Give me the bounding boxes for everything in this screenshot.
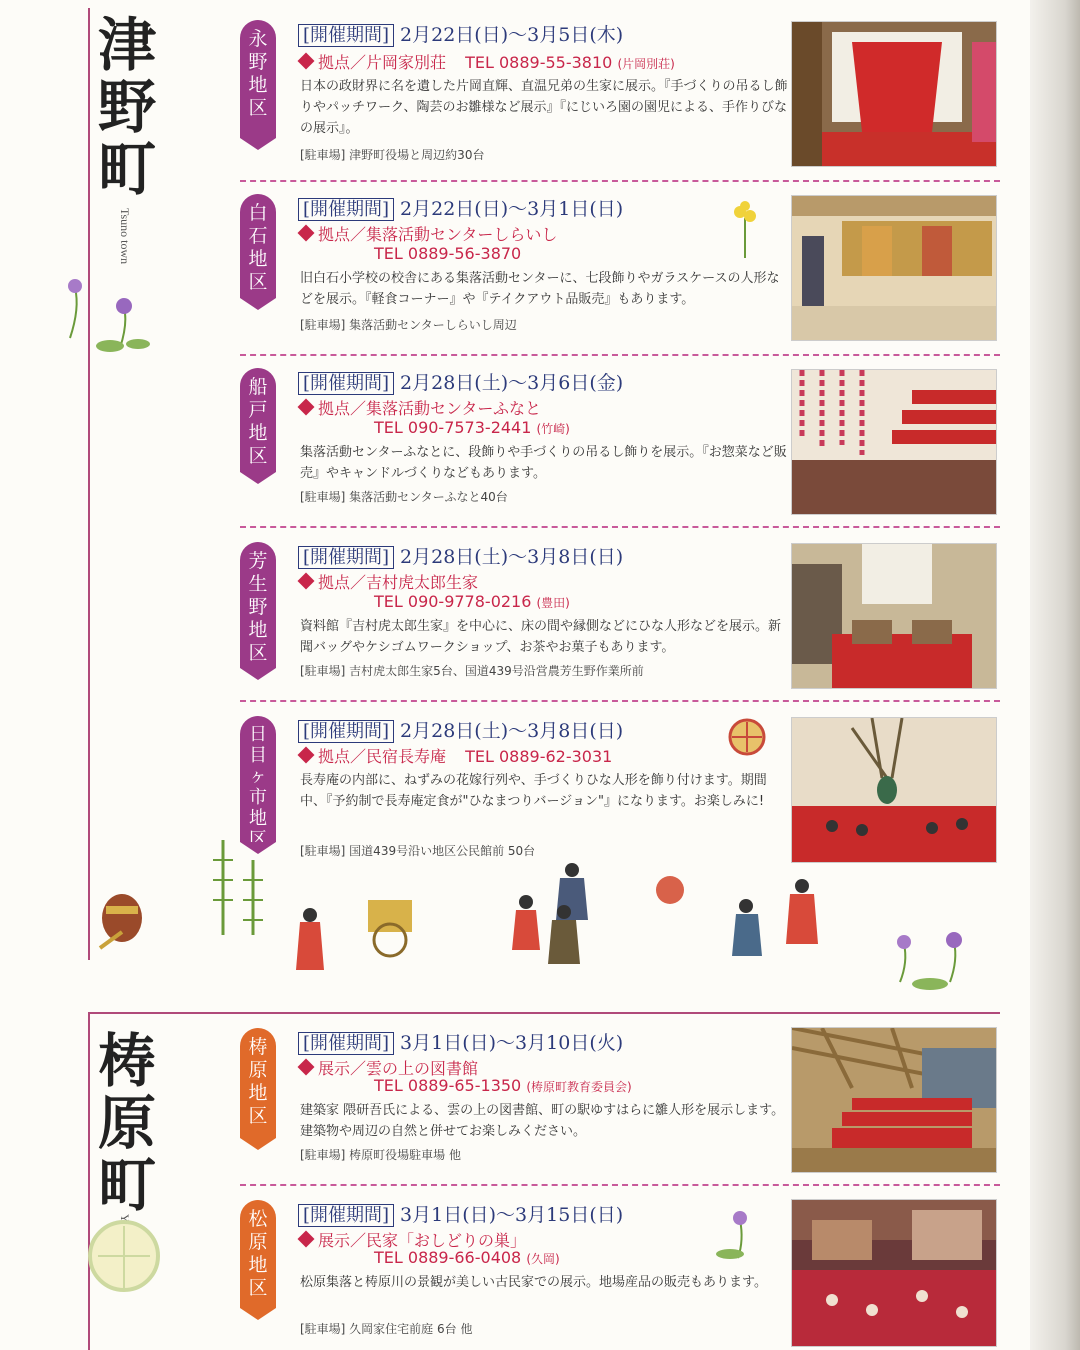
- district-label-char: 地: [248, 619, 268, 641]
- venue-tel: TEL 0889-66-0408: [374, 1248, 522, 1267]
- tel-note: (竹崎): [536, 422, 570, 436]
- entry-separator: [240, 180, 1000, 182]
- district-label: [240, 202, 276, 294]
- diamond-bullet-icon: [298, 225, 315, 242]
- district-label-char: 地: [248, 74, 268, 96]
- parking-info: [駐車場] 集落活動センターふなと40台: [300, 490, 508, 504]
- town-name-char: 津: [98, 11, 157, 79]
- district-label-char: 船: [248, 376, 268, 398]
- venue-name: 拠点／集落活動センターしらいし: [318, 225, 558, 244]
- event-period: [298, 1200, 623, 1227]
- venue-tel: TEL 0889-55-3810: [465, 53, 613, 72]
- diamond-bullet-icon: [298, 53, 315, 70]
- exhibition-photo: [792, 1028, 996, 1172]
- parking-info: [駐車場] 吉村虎太郎生家5台、国道439号沿営農芳生野作業所前: [300, 664, 644, 678]
- venue-tel-line: [374, 592, 570, 611]
- period-dates: 2月22日(日)～3月5日(木): [400, 24, 624, 46]
- district-label: [240, 1036, 276, 1128]
- entry-separator: [240, 700, 1000, 702]
- temari-ball-icon: [726, 716, 768, 758]
- district-label: [240, 724, 276, 850]
- venue-tel: TEL 090-9778-0216: [374, 592, 532, 611]
- venue-tel: TEL 0889-62-3031: [465, 747, 613, 766]
- district-label-char: 区: [248, 445, 268, 467]
- venue-name: 展示／雲の上の図書館: [318, 1059, 479, 1078]
- description: 資料館『吉村虎太郎生家』を中心に、床の間や縁側などにひな人形などを展示。新聞バッグやケシゴムワークショップ、お茶やお菓子もあります。: [300, 619, 782, 655]
- period-label: [開催期間]: [298, 372, 394, 395]
- event-period: [298, 716, 623, 743]
- district-tab: [240, 542, 276, 668]
- district-label-char: 松: [248, 1208, 268, 1230]
- venue-name: 拠点／集落活動センターふなと: [318, 399, 542, 418]
- venue-name: 拠点／民宿長寿庵: [318, 747, 447, 766]
- parking-info: [駐車場] 久岡家住宅前庭 6台 他: [300, 1322, 473, 1336]
- district-tab: [240, 1200, 276, 1308]
- period-label: [開催期間]: [298, 1204, 394, 1227]
- period-label: [開催期間]: [298, 546, 394, 569]
- description: 松原集落と梼原川の景観が美しい古民家での展示。地場産品の販売もあります。: [300, 1275, 767, 1290]
- district-label-char: 目: [249, 745, 267, 766]
- period-dates: 2月28日(土)～3月6日(金): [400, 372, 624, 394]
- district-tab: [240, 716, 276, 850]
- district-label-char: 野: [248, 51, 268, 73]
- district-label-char: 地: [248, 422, 268, 444]
- venue-name: 拠点／吉村虎太郎生家: [318, 573, 479, 592]
- venue-tel: TEL 090-7573-2441: [374, 418, 532, 437]
- event-period: [298, 20, 623, 47]
- exhibition-photo: [792, 22, 996, 166]
- entry-separator: [240, 354, 1000, 356]
- description: 日本の政財界に名を遺した片岡直輝、直温兄弟の生家に展示。『手づくりの吊るし飾りやパッチワーク、陶芸のお雛様など展示』『にじいろ園の園児による、手作りびなの展示』。: [300, 79, 788, 136]
- town-roman-tsuno: Tsuno town: [118, 208, 132, 265]
- tel-note: (片岡別荘): [617, 57, 675, 71]
- lucky-charm-icon: [92, 868, 162, 958]
- district-tab: [240, 368, 276, 472]
- district-entry: [240, 716, 1000, 866]
- hina-procession-illustration: [290, 860, 830, 980]
- district-entry: [240, 1200, 1000, 1350]
- event-period: [298, 542, 623, 569]
- venue-name: 展示／民家「おしどりの巣」: [318, 1231, 527, 1250]
- period-dates: 3月1日(日)～3月10日(火): [400, 1032, 624, 1054]
- district-label: [240, 376, 276, 468]
- diamond-bullet-icon: [298, 399, 315, 416]
- district-label-char: 白: [248, 202, 268, 224]
- district-label-char: 区: [249, 829, 267, 850]
- violet-flower-icon: [880, 922, 990, 992]
- district-label-char: 地: [248, 1254, 268, 1276]
- entry-separator: [240, 526, 1000, 528]
- venue-tel-line: [374, 418, 570, 437]
- district-label-char: 区: [248, 1105, 268, 1127]
- parking-info: [駐車場] 津野町役場と周辺約30台: [300, 148, 485, 162]
- town-name-char: 梼: [98, 1027, 157, 1095]
- venue-line: [298, 744, 612, 767]
- district-label-char: ヶ: [249, 766, 267, 787]
- entry-separator: [240, 1184, 1000, 1186]
- district-label-char: 日: [249, 724, 267, 745]
- town-name-char: 町: [98, 1151, 157, 1219]
- district-label-char: 生: [248, 573, 268, 595]
- period-label: [開催期間]: [298, 1032, 394, 1055]
- rapeseed-flower-icon: [720, 198, 770, 260]
- district-label-char: 梼: [248, 1036, 268, 1058]
- description: 長寿庵の内部に、ねずみの花嫁行列や、手づくりひな人形を飾り付けます。期間中、『予約制で長寿庵定食が"ひなまつりバージョン"』になります。お楽しみに!: [300, 773, 767, 809]
- district-tab: [240, 20, 276, 138]
- period-dates: 2月28日(土)～3月8日(日): [400, 720, 624, 742]
- diamond-bullet-icon: [298, 747, 315, 764]
- period-dates: 2月22日(日)～3月1日(日): [400, 198, 624, 220]
- parking-info: [駐車場] 梼原町役場駐車場 他: [300, 1148, 461, 1162]
- district-label-char: 地: [248, 1082, 268, 1104]
- venue-name: 拠点／片岡家別荘: [318, 53, 447, 72]
- event-period: [298, 1028, 623, 1055]
- exhibition-photo: [792, 544, 996, 688]
- district-label-char: 石: [248, 225, 268, 247]
- description: 集落活動センターふなとに、段飾りや手づくりの吊るし飾りを展示。『お惣菜など販売』やキャンドルづくりなどもあります。: [300, 445, 787, 481]
- page-edge: [1030, 0, 1080, 1350]
- description: 旧白石小学校の校舎にある集落活動センターに、七段飾りやガラスケースの人形などを展示。『軽食コーナー』や『テイクアウト品販売』もあります。: [300, 271, 780, 307]
- district-entry: [240, 20, 1000, 170]
- exhibition-photo: [792, 196, 996, 340]
- period-label: [開催期間]: [298, 720, 394, 743]
- district-label-char: 地: [249, 808, 267, 829]
- district-label-char: 戸: [248, 399, 268, 421]
- period-dates: 3月1日(日)～3月15日(日): [400, 1204, 624, 1226]
- description: 建築家 隈研吾氏による、雲の上の図書館、町の駅ゆすはらに雛人形を展示します。建築物や周辺の自然と併せてお楽しみください。: [300, 1103, 785, 1139]
- tel-note: (豊田): [536, 596, 570, 610]
- district-label-char: 区: [248, 1277, 268, 1299]
- district-tab: [240, 194, 276, 298]
- district-label: [240, 28, 276, 120]
- district-tab: [240, 1028, 276, 1138]
- diamond-bullet-icon: [298, 1231, 315, 1248]
- venue-tel: TEL 0889-56-3870: [374, 244, 522, 263]
- town-name-yusuhara: [98, 1027, 158, 1219]
- diamond-bullet-icon: [298, 1059, 315, 1076]
- district-label-char: 原: [248, 1059, 268, 1081]
- town-name-tsuno: [98, 11, 158, 203]
- venue-line: [298, 570, 478, 593]
- town-name-char: 町: [98, 135, 157, 203]
- venue-line: [298, 50, 675, 73]
- district-entry: [240, 1028, 1000, 1178]
- district-label-char: 永: [248, 28, 268, 50]
- diamond-bullet-icon: [298, 573, 315, 590]
- district-label-char: 芳: [248, 550, 268, 572]
- exhibition-photo: [792, 370, 996, 514]
- venue-tel: TEL 0889-65-1350: [374, 1076, 522, 1095]
- venue-tel-line: [374, 1248, 560, 1267]
- district-label-char: 区: [248, 642, 268, 664]
- district-entry: [240, 542, 1000, 692]
- violet-flower-icon: [710, 1204, 766, 1260]
- district-label-char: 区: [248, 97, 268, 119]
- period-label: [開催期間]: [298, 24, 394, 47]
- venue-line: [298, 222, 557, 245]
- period-dates: 2月28日(土)～3月8日(日): [400, 546, 624, 568]
- venue-tel-line: [374, 1076, 632, 1095]
- tel-note: (久岡): [526, 1252, 560, 1266]
- exhibition-photo: [792, 718, 996, 862]
- parking-info: [駐車場] 国道439号沿い地区公民館前 50台: [300, 844, 536, 858]
- district-label-char: 原: [248, 1231, 268, 1253]
- violet-flower-icon: [50, 268, 160, 358]
- district-label: [240, 550, 276, 665]
- event-period: [298, 194, 623, 221]
- event-period: [298, 368, 623, 395]
- town-name-char: 原: [98, 1089, 157, 1157]
- parking-info: [駐車場] 集落活動センターしらいし周辺: [300, 318, 517, 332]
- district-label-char: 野: [248, 596, 268, 618]
- temari-ball-icon: [88, 1206, 160, 1306]
- town-line-tsuno: [88, 8, 90, 960]
- district-label-char: 地: [248, 248, 268, 270]
- tel-note: (梼原町教育委員会): [526, 1080, 632, 1094]
- venue-line: [298, 396, 541, 419]
- town-divider: [88, 1012, 1000, 1014]
- district-entry: [240, 194, 1000, 344]
- district-label-char: 市: [249, 787, 267, 808]
- district-label: [240, 1208, 276, 1300]
- period-label: [開催期間]: [298, 198, 394, 221]
- district-label-char: 区: [248, 271, 268, 293]
- town-name-char: 野: [98, 73, 157, 141]
- district-entry: [240, 368, 1000, 518]
- exhibition-photo: [792, 1200, 996, 1346]
